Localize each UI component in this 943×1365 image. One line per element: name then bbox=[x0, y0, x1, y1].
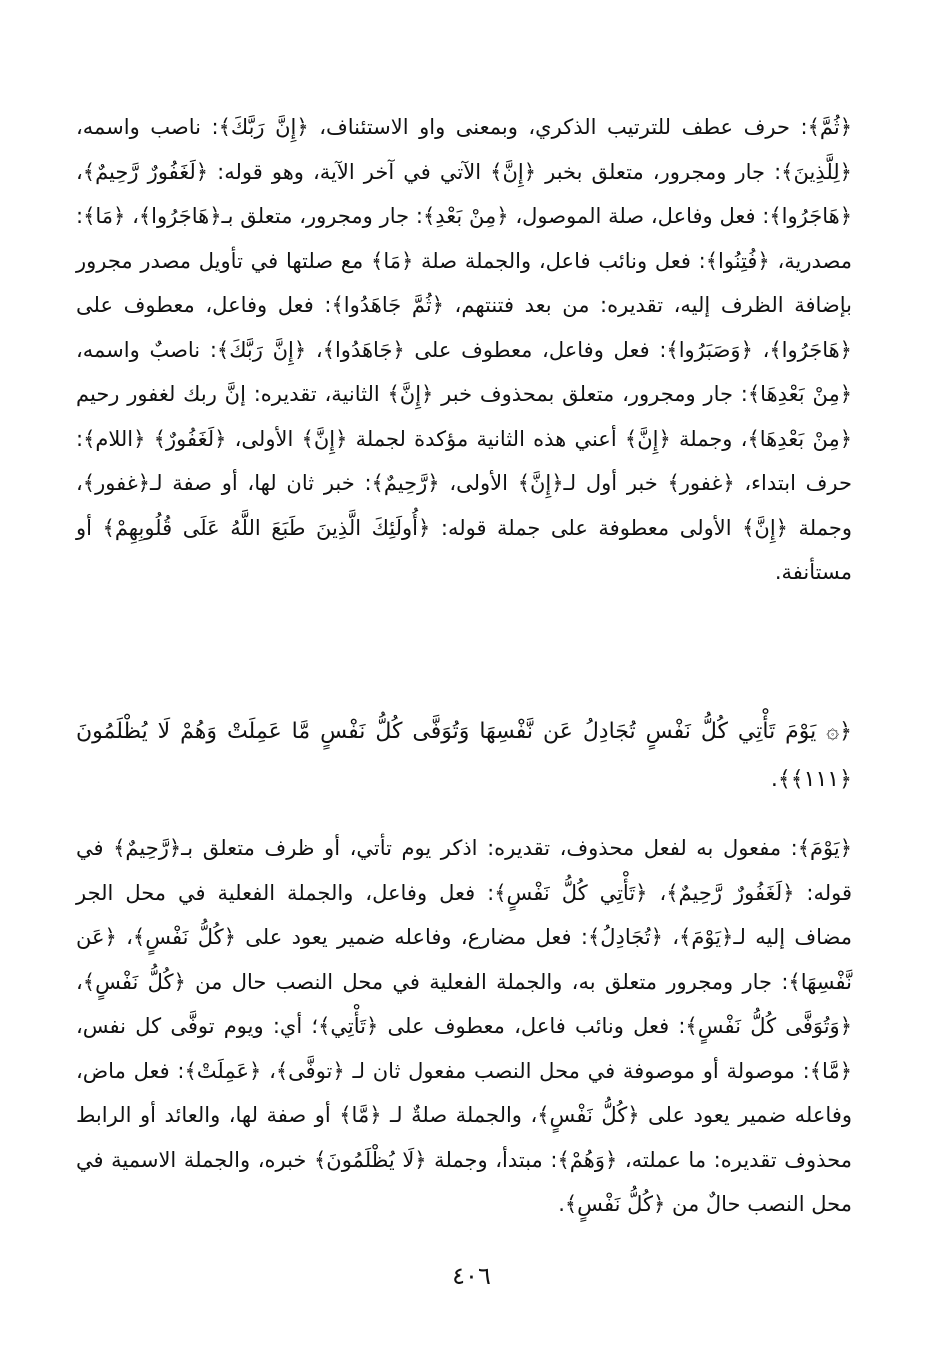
page-number: ٤٠٦ bbox=[452, 1262, 491, 1290]
paragraph-grammar-analysis-2: ﴿يَوْمَ﴾: مفعول به لفعل محذوف، تقديره: اذكر يوم تأتي، أو ظرف متعلق بـ﴿رَّحِيمٌ﴾ في قوله: ﴿لَغَفُورٌ رَّحِيمٌ﴾، ﴿تَأْتِي كُلُّ نَفْسٍ﴾: فعل وفاعل، والجملة الفعلية في محل الجر مضاف إليه لـ﴿يَوْمَ﴾، ﴿تُجَادِلُ﴾: فعل مضارع، وفاعله ضمير يعود على ﴿كُلُّ نَفْسٍ﴾، ﴿عَن نَّفْسِهَا﴾: جار ومجرور متعلق به، والجملة الفعلية في محل النصب حال من ﴿كُلُّ نَفْسٍ﴾، ﴿وَتُوَفَّى كُلُّ نَفْسٍ﴾: فعل ونائب فاعل، معطوف على ﴿تَأْتِي﴾؛ أي: ويوم توفَّى كل نفس، ﴿مَّا﴾: موصولة أو موصوفة في محل النصب مفعول ثان لـ ﴿توفَّى﴾، ﴿عَمِلَتْ﴾: فعل ماض، وفاعله ضمير يعود على ﴿كُلُّ نَفْسٍ﴾، والجملة صلةٌ لـ ﴿مَّا﴾ أو صفة لها، والعائد أو الرابط محذوف تقديره: ما عملته، ﴿وَهُمْ﴾: مبتدأ، وجملة ﴿لَا يُظْلَمُونَ﴾ خبره، والجملة الاسمية في محل النصب حالٌ من ﴿كُلُّ نَفْسٍ﴾. bbox=[76, 836, 852, 1216]
quran-verse: ﴿۞ يَوْمَ تَأْتِي كُلُّ نَفْسٍ تُجَادِلُ عَن نَّفْسِهَا وَتُوَفَّى كُلُّ نَفْسٍ مَّا عَمِلَتْ وَهُمْ لَا يُظْلَمُونَ ﴿١١١﴾﴾. bbox=[76, 719, 852, 792]
paragraph-grammar-analysis-1: ﴿ثُمَّ﴾: حرف عطف للترتيب الذكري، وبمعنى واو الاستئناف، ﴿إِنَّ رَبَّكَ﴾: ناصب واسمه، ﴿لِلَّذِينَ﴾: جار ومجرور، متعلق بخبر ﴿إِنَّ﴾ الآتي في آخر الآية، وهو قوله: ﴿لَغَفُورٌ رَّحِيمٌ﴾، ﴿هَاجَرُوا﴾: فعل وفاعل، صلة الموصول، ﴿مِنْ بَعْدِ﴾: جار ومجرور، متعلق بـ﴿هَاجَرُوا﴾، ﴿مَا﴾: مصدرية، ﴿فُتِنُوا﴾: فعل ونائب فاعل، والجملة صلة ﴿مَا﴾ مع صلتها في تأويل مصدر مجرور بإضافة الظرف إليه، تقديره: من بعد فتنتهم، ﴿ثُمَّ جَاهَدُوا﴾: فعل وفاعل، معطوف على ﴿هَاجَرُوا﴾، ﴿وَصَبَرُوا﴾: فعل وفاعل، معطوف على ﴿جَاهَدُوا﴾، ﴿إِنَّ رَبَّكَ﴾: ناصبٌ واسمه، ﴿مِنْ بَعْدِهَا﴾: جار ومجرور، متعلق بمحذوف خبر ﴿إِنَّ﴾ الثانية، تقديره: إنَّ ربك لغفور رحيم ﴿مِنْ بَعْدِهَا﴾، وجملة ﴿إِنَّ﴾ أعني هذه الثانية مؤكدة لجملة ﴿إِنَّ﴾ الأولى، ﴿لَغَفُورٌ﴾ ﴿اللام﴾: حرف ابتداء، ﴿غفور﴾ خبر أول لـ﴿إِنَّ﴾ الأولى، ﴿رَّحِيمٌ﴾: خبر ثان لها، أو صفة لـ﴿غفور﴾، وجملة ﴿إِنَّ﴾ الأولى معطوفة على جملة قوله: ﴿أُولَئِكَ الَّذِينَ طَبَعَ اللَّهُ عَلَى قُلُوبِهِمْ﴾ أو مستأنفة. bbox=[76, 115, 852, 584]
